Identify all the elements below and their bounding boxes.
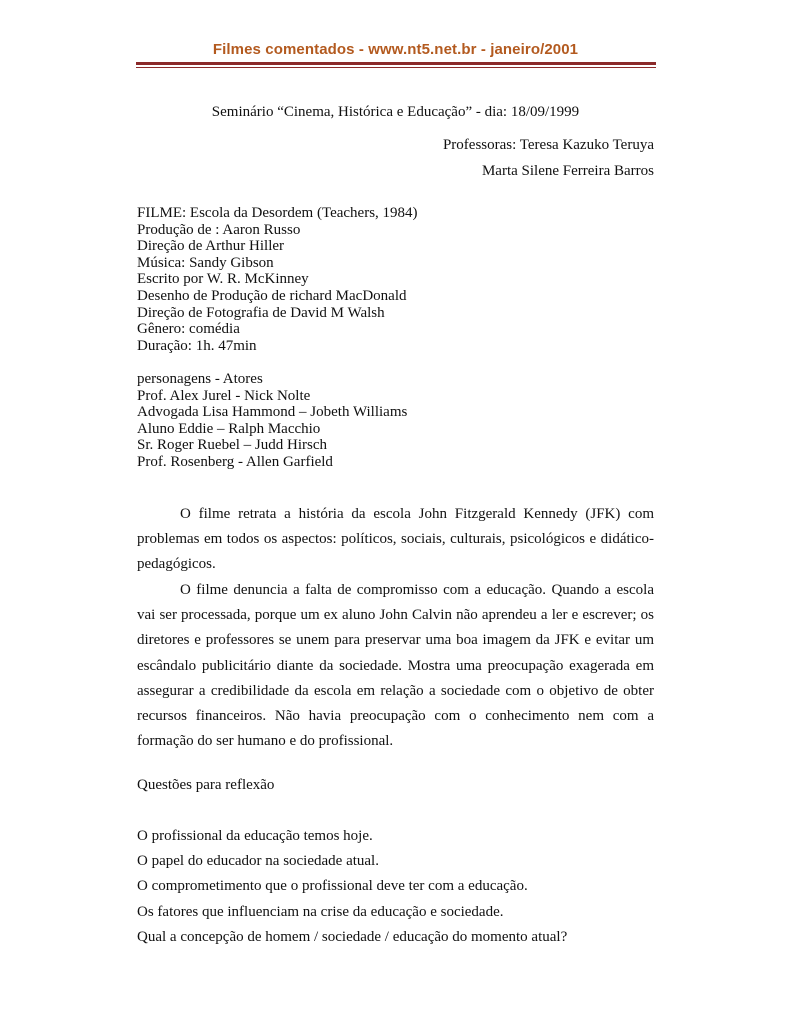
header-rule-thick bbox=[136, 62, 656, 65]
film-cinematography-line: Direção de Fotografia de David M Walsh bbox=[137, 304, 385, 321]
header-rule-thin bbox=[136, 67, 656, 68]
question-item: O profissional da educação temos hoje. bbox=[137, 828, 373, 844]
professors-line-1: Professoras: Teresa Kazuko Teruya bbox=[442, 137, 654, 153]
film-info-block bbox=[137, 205, 418, 354]
body-paragraph-2: O filme denuncia a falta de compromisso com a educação. Quando a escola vai ser processada, porque um ex aluno John Calvin não aprendeu a ler e escrever; os diretores e professores se unem para preservar uma boa imagem da JFK e evitar um escândalo publicitário diante da sociedade. Mostra uma preocupação exagerada em assegurar a credibilidade da escola em relação a sociedade com o objetivo de obter recursos financeiros. Não havia preocupação com o conhecimento nem com a formação do ser humano e do profissional. bbox=[137, 582, 654, 750]
film-production-line: Produção de : Aaron Russo bbox=[137, 221, 301, 238]
cast-block bbox=[137, 371, 407, 471]
questions-list bbox=[137, 824, 567, 950]
cast-line: Prof. Rosenberg - Allen Garfield bbox=[137, 453, 333, 470]
film-title-line: FILME: Escola da Desordem (Teachers, 1984) bbox=[137, 205, 418, 221]
question-item: O comprometimento que o profissional deve ter com a educação. bbox=[137, 878, 528, 895]
film-duration-line: Duração: 1h. 47min bbox=[137, 337, 257, 354]
film-genre-line: Gênero: comédia bbox=[137, 321, 240, 338]
cast-line: Advogada Lisa Hammond – Jobeth Williams bbox=[137, 404, 408, 421]
question-item: Os fatores que influenciam na crise da educação e sociedade. bbox=[137, 903, 504, 920]
film-director-line: Direção de Arthur Hiller bbox=[137, 238, 285, 255]
page-header-title: Filmes comentados - www.nt5.net.br - janeiro/2001 bbox=[212, 41, 579, 58]
film-writer-line: Escrito por W. R. McKinney bbox=[137, 271, 309, 288]
question-item: O papel do educador na sociedade atual. bbox=[137, 853, 379, 870]
film-music-line: Música: Sandy Gibson bbox=[137, 254, 274, 271]
film-production-design-line: Desenho de Produção de richard MacDonald bbox=[137, 287, 407, 304]
cast-line: Sr. Roger Ruebel – Judd Hirsch bbox=[137, 437, 327, 454]
questions-heading: Questões para reflexão bbox=[137, 777, 275, 793]
cast-line: Prof. Alex Jurel - Nick Nolte bbox=[137, 387, 311, 404]
cast-line: Aluno Eddie – Ralph Macchio bbox=[137, 420, 321, 437]
cast-heading: personagens - Atores bbox=[137, 371, 263, 387]
professors-line-2: Marta Silene Ferreira Barros bbox=[481, 163, 654, 179]
body-paragraph-1: O filme retrata a história da escola John Fitzgerald Kennedy (JFK) com problemas em todos os aspectos: políticos, sociais, culturais, psicológicos e didático-pedagógicos. bbox=[137, 506, 654, 573]
question-item: Qual a concepção de homem / sociedade / educação do momento atual? bbox=[137, 928, 568, 945]
seminar-title: Seminário “Cinema, Histórica e Educação” - dia: 18/09/1999 bbox=[211, 104, 580, 120]
